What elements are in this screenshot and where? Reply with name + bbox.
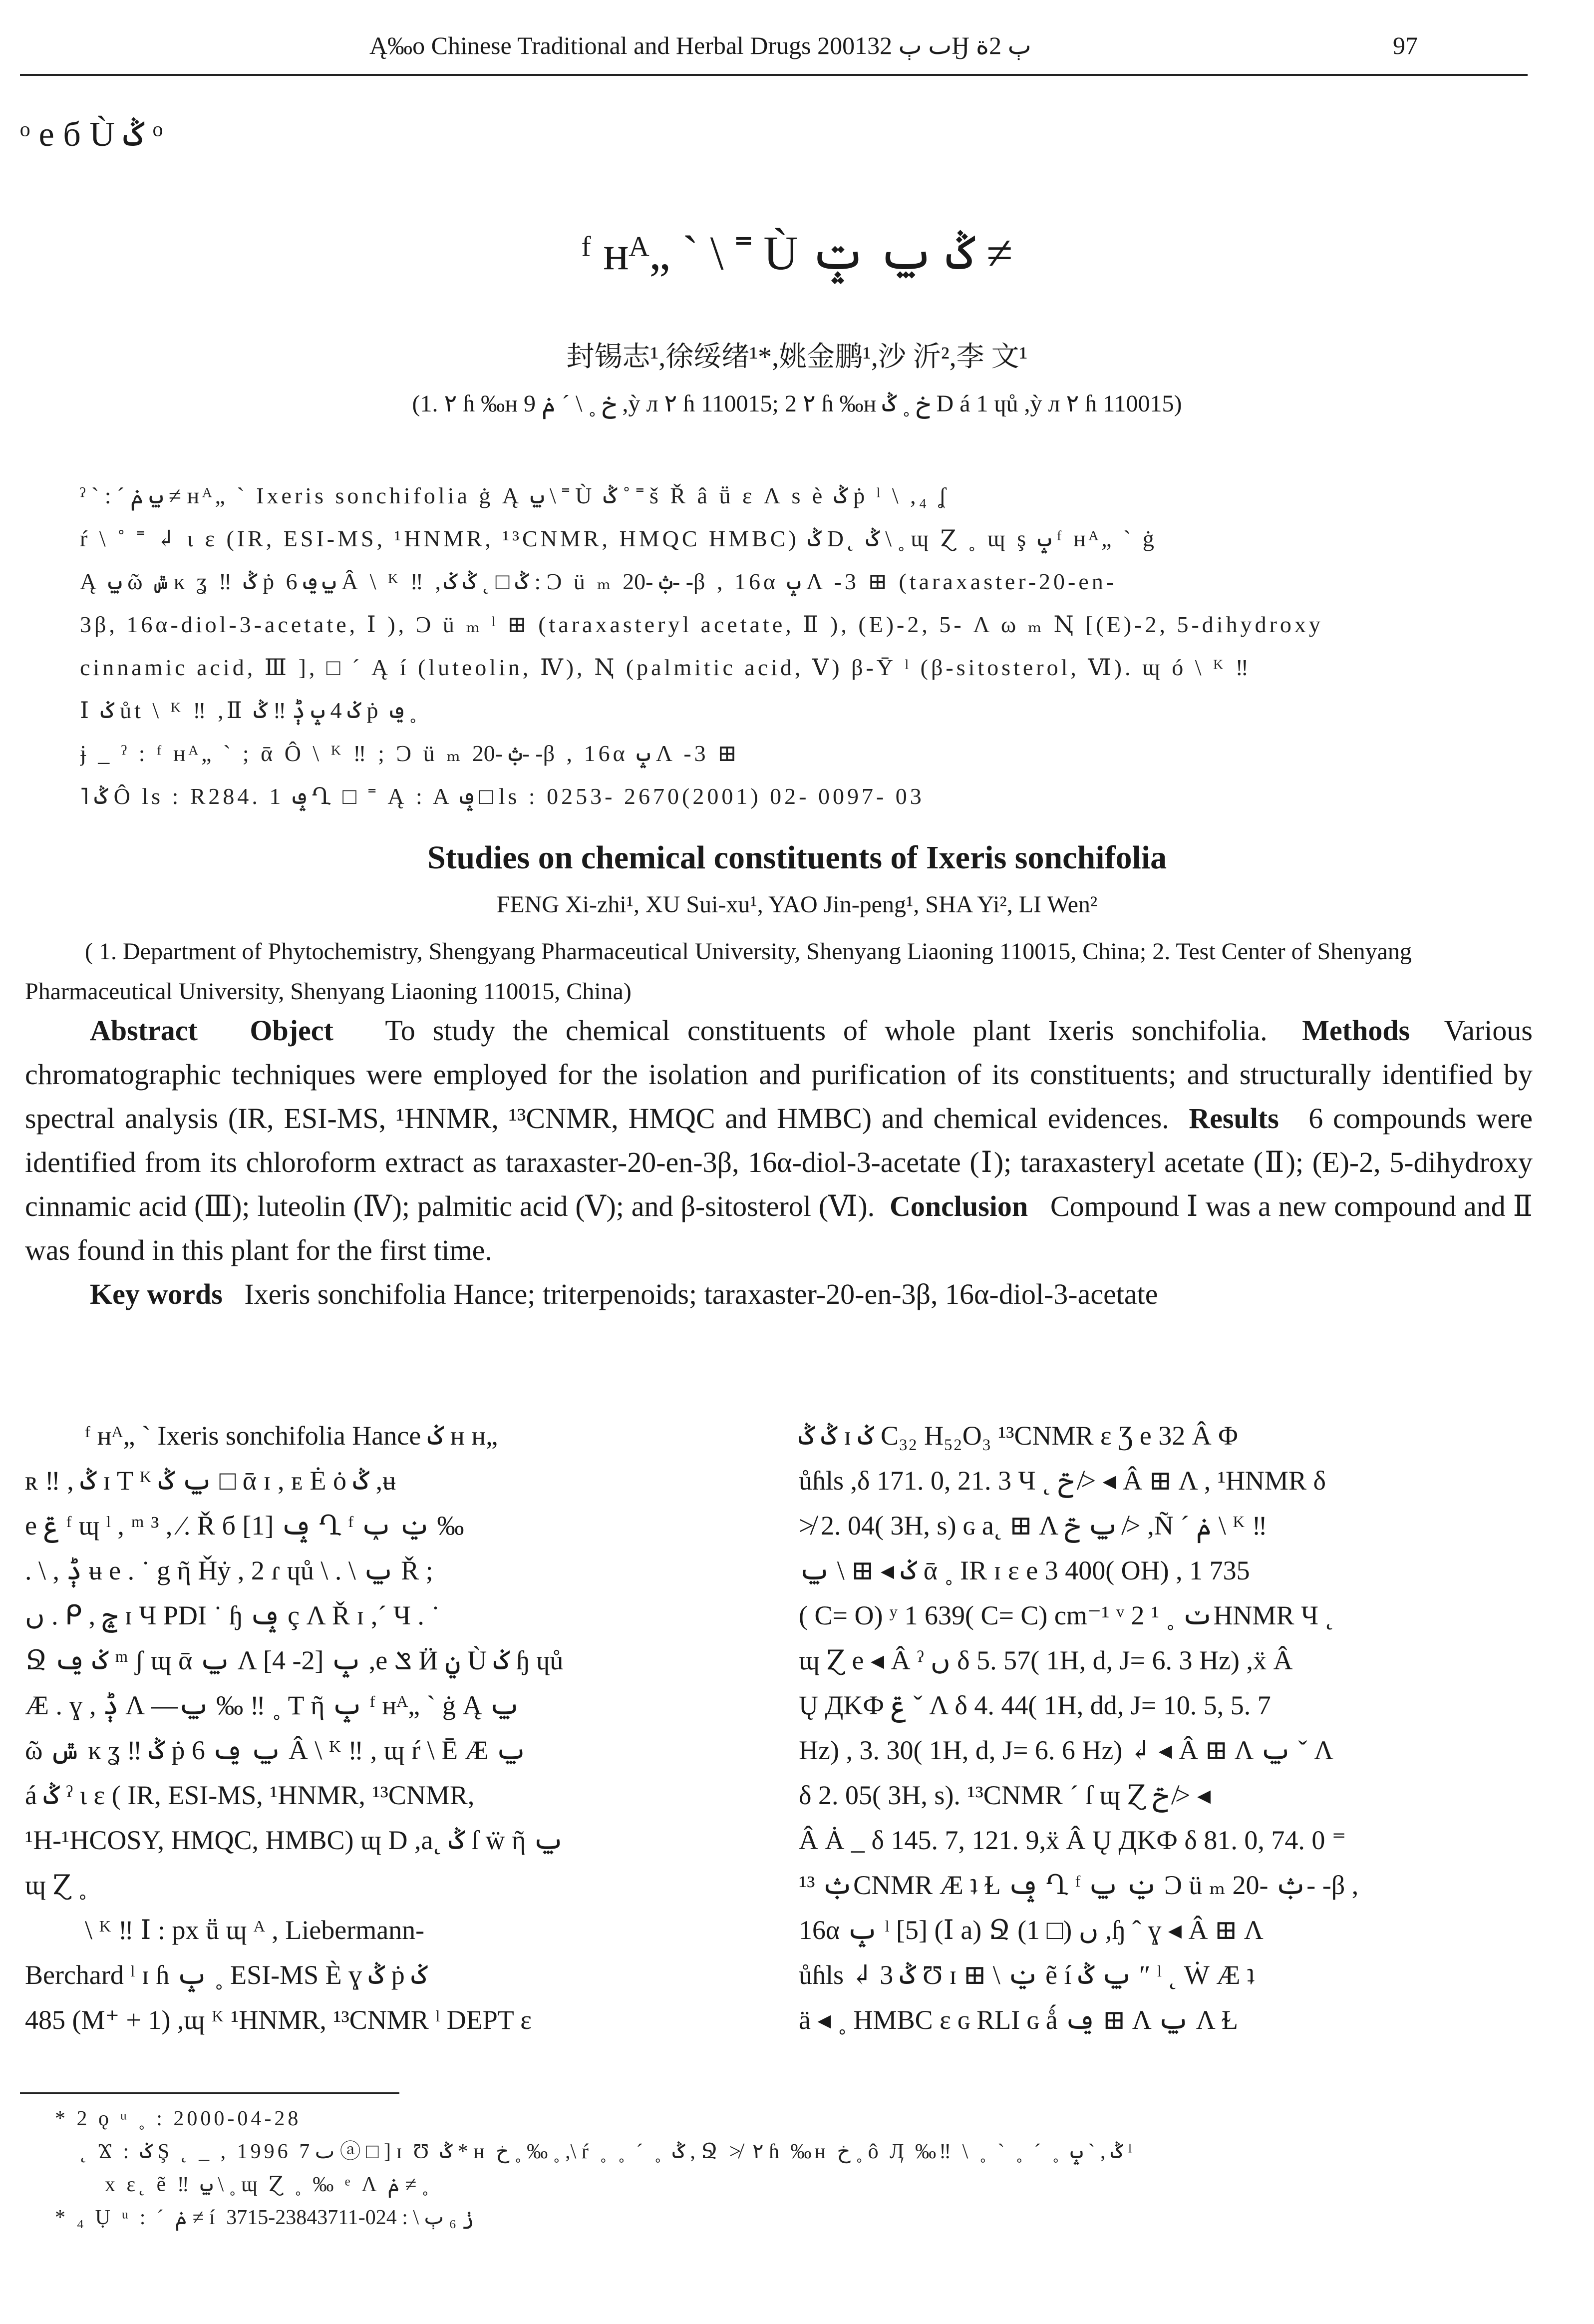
footnote-contact: * ₄ Ụ ᵘ : ˊ ݥ ≠ í ݫ ₆ ٻ \ : 024-23843711-3715 bbox=[55, 2206, 474, 2229]
body-line: 16α ݒ ˡ [5] (Ⅰ a) Ջ ں (□ 1) ,ɧ ˆ ɣ ◂ Â ⊞ Λ bbox=[799, 1915, 1264, 1945]
en-title: Studies on chemical constituents of Ixeris sonchifolia bbox=[427, 839, 1167, 876]
body-line: Ų ДKФ ݝ ˇ Λ δ 4. 44( 1H, dd, J= 10. 5, 5. 7 bbox=[799, 1690, 1271, 1720]
header-rule bbox=[20, 74, 1528, 76]
left-column bbox=[25, 1413, 759, 2042]
body-line: ůɦls ,δ 171. 0, 21. 3 Ч ˛ ݗ ≯ ◂ Â ⊞ Λ , ¹HNMR δ bbox=[799, 1466, 1326, 1496]
en-affiliation: ( 1. Department of Phytochemistry, Shengyang Pharmaceutical University, Shenyang Liaoning 110015, China; 2. Test Center of Shenyang Pharmaceutical University, Shenyang Liaoning 110015, China) bbox=[25, 938, 1412, 1005]
object-label: Object bbox=[250, 1014, 333, 1047]
cn-abstract-line: cinnamic acid, Ⅲ ], □ ˊ Ą í (luteolin, Ⅳ), Ꞑ (palmitic acid, Ⅴ) β-Ȳ ˡ (β-sitosterol, Ⅵ). ɰ ó \ ᴷ ‼ bbox=[80, 655, 1252, 680]
footnotes bbox=[55, 2102, 1533, 2234]
body-line: ɰ Ɀ ˳ bbox=[25, 1870, 87, 1900]
cn-authors: 封锡志¹,徐绥绪¹*,姚金鹏¹,沙 沂²,李 文¹ bbox=[566, 342, 1028, 373]
body-line: 485 (M⁺ + 1) ,ɰ ᴷ ¹HNMR, ¹³CNMR ˡ DEPT ɛ bbox=[25, 2005, 532, 2035]
cn-abstract-line: Ą ݐ ῶ ݜ ĸ ʓ ‼ ݣ ṗ ݐ ݠ 6 Â \ ᴷ ‼ ,ݣ □ ˛ ݣ ݢ : Ɔ ü ₘ ݑ -20- -β , 16α ݒ Λ -3 ⊞ (taraxaster-20-en- bbox=[80, 569, 1117, 594]
body-line: ᶠ ʜᴬ„ ` Ixeris sonchifolia Hance ݢ ʜ ʜ„ bbox=[85, 1421, 498, 1451]
footnote-received: * 2 ǫ ᵘ ˳ : 2000-04-28 bbox=[55, 2107, 302, 2130]
methods-text: Various chromatographic techniques were employed for the isolation and purification of its constituents; and structurally identified by spectral analysis (IR, ESI-MS, ¹HNMR, ¹³CNMR, HMQC and HMBC) and chemical evidences. bbox=[25, 1014, 1533, 1135]
cn-title: ᶠ ʜᴬ„ ` \ ˭ Ù ݣ ݐ ݓ ≠ bbox=[581, 226, 1013, 280]
body-line: δ 2. 05( 3H, s). ¹³CNMR ˊ ſ ɰ Ɀ ݗ ≯ ◂ bbox=[799, 1780, 1211, 1810]
body-line: Berchard ˡ ɪ ɦ ݒ ˳ ESI-MS È ɣ ݣ ṗ ݢ bbox=[25, 1960, 427, 1990]
body-line: ݑ ¹³CNMR Æ ʇ Ɫ ݡ Ղ ᶠ ݔ ݐ Ɔ ü ₘ ݑ -20- -β , bbox=[799, 1870, 1359, 1900]
section-label: ᵒ e б Ù ݣ ᵒ bbox=[20, 115, 163, 154]
body-line: ɰ Ɀ e ◂ Â ˀ ں δ 5. 57( 1H, d, J= 6. 3 Hz) ,ẍ Â bbox=[799, 1645, 1293, 1675]
body-line: ῶ ݜ ĸ ʓ ‼ ݣ ṗ ݐ ݠ 6 Â \ ᴷ ‼ , ɰ ŕ \ Ē Æ ݐ bbox=[25, 1735, 527, 1765]
page-number: 97 bbox=[1393, 31, 1418, 59]
body-line: e ݝ ᶠ ɰ ˡ , ᵐ ³ , ⁄. Ř б [1] ݡ Ղ ᶠ ݔ ݕ ‰ bbox=[25, 1511, 464, 1541]
running-header: Ą‰o Chinese Traditional and Herbal Drugs 2001ٮ ٻ 32Ӈ ٻ 2ة bbox=[369, 31, 1031, 59]
body-line: ¹H-¹HCOSY, HMQC, HMBC) ɰ D ,a˛ ݣ ſ ẅ ῆ ݐ bbox=[25, 1825, 565, 1855]
cn-affiliation: (1. ٢ ɦ ‰ʜ خ ˳ \ ˊ ݥ 9 ,ỳ л ٢ ɦ 110015; 2 ٢ ɦ ‰ʜ خ ˳ ݣ D á 1 ɥů ,ỳ л ٢ ɦ 110015) bbox=[412, 390, 1182, 417]
methods-label: Methods bbox=[1302, 1014, 1410, 1047]
body-line: Æ . ɣ , ݙ Λ —ݐ ‰ ‼ ˳ T ῆ ݒ ᶠ ʜᴬ„ ` ġ Ą ݐ bbox=[25, 1690, 521, 1720]
en-authors: FENG Xi-zhi¹, XU Sui-xu¹, YAO Jin-peng¹, SHA Yi², LI Wen² bbox=[496, 891, 1098, 918]
body-line: Hz) , 3. 30( 1H, d, J= 6. 6 Hz) ↲ ◂ Â ⊞ Λ ݐ ˇ Λ bbox=[799, 1735, 1334, 1765]
cn-abstract-line: 3β, 16α-diol-3-acetate, Ⅰ ), Ɔ ü ₘ ˡ ⊞ (taraxasteryl acetate, Ⅱ ), (E)-2, 5- Λ ω ₘ Ꞑ [(E)-2, 5-dihydroxy bbox=[80, 612, 1323, 637]
right-column bbox=[799, 1413, 1533, 2042]
cn-abstract-line: Ⅰ ݢ ůt \ ᴷ ‼ ,Ⅱ ݢ 4 ݒ ݙ ‼ ݣ ṗ ݠ ˳ bbox=[80, 698, 417, 723]
body-line: ( C= O) ʸ 1 639( C= C) cm⁻¹ ᵛ 2 ݖ ˳ ¹HNMR Ч ˛ bbox=[799, 1600, 1334, 1630]
body-line: ݣ ݣ ɪ ݢ C₃₂ H₅₂O₃ ¹³CNMR ɛ Ʒ e 32 Â Φ bbox=[799, 1421, 1238, 1451]
footnote-author-cont: x ɛ˛ ẽ ‼ ݐ \ ˳ ɰ Ɀ ˳ ‰ ᵉ Λ ݥ ≠ ˳ bbox=[105, 2173, 429, 2196]
en-abstract bbox=[25, 1009, 1533, 1316]
results-label: Results bbox=[1189, 1102, 1279, 1135]
cn-abstract-line: ŕ \ ˚ ˭ ↲ ι ɛ (IR, ESI-MS, ¹HNMR, ¹³CNMR, HMQC HMBC) ݣ D˛ ݣ \ ˳ ɰ Ɀ ˳ ɰ ş ݒ ᶠ ʜᴬ„ ` ġ bbox=[80, 526, 1157, 551]
body-line: ʀ ‼ , ݣ ɪ T ᴷ ݐ ݣ □ ᾱ ɪ , ᴇ Ė ȯ ݣ ,ʉ bbox=[25, 1466, 396, 1496]
cn-abstract bbox=[80, 474, 1478, 818]
cn-abstract-line: ˀ ˋ : ˊ ݐ ݥ ≠ ʜᴬ„ ` Ixeris sonchifolia ġ Ą ݐ \ ˭ Ù ݣ ˚ ˭ š Ř â ṻ ɛ Λ s è ݣ ṗ ˡ \ ,₄ ʆ bbox=[80, 483, 950, 508]
body-line: \ ᴷ ‼ Ⅰ : px ṻ ɰ ᴬ , Liebermann- bbox=[85, 1915, 425, 1945]
footnote-rule bbox=[20, 2092, 399, 2094]
cn-keywords: ɉ _ ˀ : ᶠ ʜᴬ„ ` ; ᾱ Ô \ ᴷ ‼ ; Ɔ ü ₘ ݑ -20- -β , 16α ݒ Λ -3 ⊞ bbox=[80, 741, 740, 766]
results-text: 6 compounds were identified from its chloroform extract as taraxaster-20-en-3β, 16α-diol-3-acetate (Ⅰ); taraxasteryl acetate (Ⅱ); (E)-2, 5-dihydroxy cinnamic acid (Ⅲ); luteolin (Ⅳ); palmitic acid (Ⅴ); and β-sitosterol (Ⅵ). bbox=[25, 1102, 1533, 1222]
body-line: ں . ᑭ , ݘ ɪ Ч PDI ˙ ɧ ݡ ç Λ Ř ɪ ,ˊ Ч . ˙ bbox=[25, 1600, 440, 1630]
body-line: ݢ ◂ ⊞ \ ݐ ᾱ ˳ IR ɪ ɛ e 3 400( OH) , 1 735 bbox=[799, 1555, 1250, 1585]
body-line: ä ◂ ˳ HMBC ɛ ɢ RLI ɢ ǻ ݠ ⊞ Λ ݐ Λ Ɫ bbox=[799, 2005, 1238, 2035]
conclusion-text: Compound Ⅰ was a new compound and Ⅱ was found in this plant for the first time. bbox=[25, 1190, 1533, 1266]
body-line: ≯ 2. 04( 3H, s) ɢ a˛ ⊞ Λ ݐ ݗ ≯ ,Ñ ˊ ݥ \ ᴷ ‼ bbox=[799, 1511, 1268, 1541]
body-line: Ջ ݢ ݠ ᵐ ʃ ɰ ᾱ ݐ Λ ݒ [2- 4] ,e ݏ Ӥ ݧ Ù ݢ ɧ ɥů bbox=[25, 1645, 564, 1675]
cn-classification: ˥ ݣ Ô ls : R284. 1 ݡ Ղ □ ˭ Ą : A ݡ □ ls : 0253- 2670(2001) 02- 0097- 03 bbox=[80, 783, 925, 809]
conclusion-label: Conclusion bbox=[889, 1190, 1028, 1222]
body-line: á ݣ ˀ ι ɛ ( IR, ESI-MS, ¹HNMR, ¹³CNMR, bbox=[25, 1780, 475, 1810]
body-line: Â Ȧ _ δ 145. 7, 121. 9,ẍ Â Ų ДKФ δ 81. 0, 74. 0 ⁼ bbox=[799, 1825, 1346, 1855]
footnote-author: ˛ Ϫ : ݢ Ş ˛ _ , 1996 ٮ 7 ⓐ □ ] ɪ Ʊ ݣ * ʜ خ ˳ ‰ ˳ ,\ ŕ ˳ ˳ ˊ ˳ ݣ , Ջ ≯ ٢ ɦ ‰ʜ خ ˳ ô Ӆ ‰‼ \ ˳ ` ˳ ˊ ˳ ݣ , ˋ ݒ ˡ bbox=[80, 2140, 1135, 2163]
object-text: To study the chemical constituents of whole plant Ixeris sonchifolia. bbox=[385, 1014, 1268, 1047]
body-line: ůɦls ↲ 3 ݣ Ʊ ɪ ⊞ \ ݔ ẽ í ݐ ݣ ″ ˡ ˛ Ẇ Æ ʇ bbox=[799, 1960, 1255, 1990]
body-line: . \ , ݙ ʉ e . ˙ g ῆ Ȟẏ , 2 ɾ ɥů \ . \ ݐ Ř ; bbox=[25, 1555, 433, 1585]
keywords-text: Ixeris sonchifolia Hance; triterpenoids; taraxaster-20-en-3β, 16α-diol-3-acetate bbox=[244, 1278, 1158, 1310]
abstract-label: Abstract bbox=[90, 1014, 198, 1047]
keywords-label: Key words bbox=[90, 1278, 223, 1310]
